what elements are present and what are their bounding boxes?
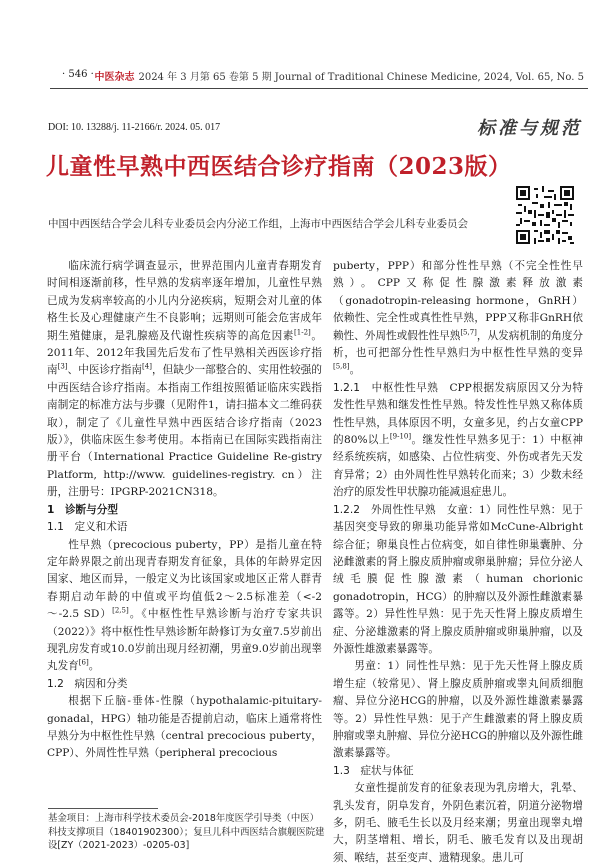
definition-paragraph: 性早熟（precocious puberty，PP）是指儿童在特定年龄界限之前出现青春期发育征象，具体的年龄界定因国家、地区而异，一般定义为比该国家或地区正常人群青春期启动年龄的中值或平均值低2～2.5标准差（<-2～-2.5 SD）[2,5]。《中枢性性早熟诊断与治疗专家共识（2022）》将中枢性性早熟诊断年龄修订为女童7.5岁前出现乳房发育或10.0岁前出现月经初潮，男童9.0岁前出现睾丸发育[6]。 bbox=[47, 538, 323, 673]
journal-issue-info: 2024 年 3 月第 65 卷第 5 期 Journal of Traditional Chinese Medicine, 2024, Vol. 65, No. 5 bbox=[138, 72, 584, 83]
heading-1-2-1: 1.2.1 中枢性性早熟 bbox=[333, 381, 439, 394]
etiology-paragraph: 根据下丘脑-垂体-性腺（hypothalamic-pituitary-gonadal，HPG）轴功能是否提前启动，临床上通常将性早熟分为中枢性性早熟（central precocious puberty，CPP）、外周性性早熟（peripheral precocious bbox=[47, 695, 322, 760]
doi: DOI: 10. 13288/j. 11-2166/r. 2024. 05. 017 bbox=[48, 122, 221, 133]
header-rule bbox=[50, 88, 588, 89]
column-left bbox=[47, 258, 322, 763]
funding-footnote: 基金项目：上海市科学技术委员会-2018年度医学引导类（中医）科技支撑项目（18401902300）；复旦儿科中西医结合旗舰医院建设[ZY（2021-2023）-0205-03] bbox=[48, 813, 325, 852]
ppp-paragraph: 1.2.2 外周性性早熟 女童：1）同性性早熟：见于基因突变导致的卵巢功能异常如McCune-Albright综合征；卵巢良性占位病变，如自律性卵巢囊肿、分泌雌激素的肾上腺皮质肿瘤或卵巢肿瘤；异位分泌人绒毛膜促性腺激素（human chorionic gonadotropin，HCG）的肿瘤以及外源性雌激素暴露等。2）异性性早熟：见于先天性肾上腺皮质增生症、分泌雄激素的肾上腺皮质肿瘤或卵巢肿瘤，以及外源性雄激素暴露等。 bbox=[333, 503, 583, 655]
paper-title: 儿童性早熟中西医结合诊疗指南（2023版） bbox=[46, 153, 512, 180]
intro-paragraph: 临床流行病学调查显示，世界范围内儿童青春期发育时间相逐渐前移，性早熟的发病率逐年增加，儿童性早熟已成为发病率较高的小儿内分泌疾病，短期会对儿童的体格生长及心理健康产生不良影响；远期则可能会危害成年期生殖健康，是乳腺癌及代谢性疾病等的高危因素[1-2]。2011年、2012年我国先后发布了性早熟相关西医诊疗指南[3]、中医诊疗指南[4]，但缺少一部整合的、实用性较强的中西医结合诊疗指南。本指南工作组按照循证临床实践指南制定的标准方法与步骤（见附件1，请扫描本文二维码获取），制定了《儿童性早熟中西医结合诊疗指南（2023版）》，供临床医生参考使用。本指南已在国际实践指南注册平台（International Practice Guideline Re-gistry Platform, http://www. guidelines-registry. cn）注册，注册号：IPGRP-2021CN318。 bbox=[47, 260, 323, 499]
qr-code-icon bbox=[516, 186, 574, 244]
section-tag: 标准与规范 bbox=[477, 118, 582, 139]
heading-1-2: 1.2 病因和分类 bbox=[47, 677, 128, 690]
heading-1-3: 1.3 症状与体征 bbox=[333, 764, 414, 777]
page-number: · 546 · bbox=[62, 69, 94, 80]
journal-name: 中医杂志 bbox=[94, 72, 135, 83]
symptoms-paragraph: 女童性提前发育的征象表现为乳房增大，乳晕、乳头发育，阴阜发育，外阴色素沉着，阴道分泌物增多，阴毛、腋毛生长以及月经来潮；男童出现睾丸增大，阴茎增粗、增长，阴毛、腋毛发育以及出现胡须、喉结，甚至变声、遗精现象。患儿可 bbox=[333, 782, 583, 864]
cpp-paragraph: 1.2.1 中枢性性早熟 CPP根据发病原因又分为特发性性早熟和继发性性早熟。特发性性早熟又称体质性性早熟，具体原因不明，女童多见，约占女童CPP的80%以上[9-10]。继发性性早熟多见于：1）中枢神经系统疾病，如感染、占位性病变、外伤或者先天发育异常；2）由外周性性早熟转化而来；3）少数未经治疗的原发性甲状腺功能减退症患儿。 bbox=[333, 381, 583, 499]
classification-paragraph: puberty，PPP）和部分性性早熟（不完全性性早熟）。CPP又称促性腺激素释放激素（gonadotropin-releasing hormone，GnRH）依赖性、完全性或真性性早熟，PPP又称非GnRH依赖性、外周性或假性性早熟[5,7]，从发病机制的角度分析，也可把部分性性早熟归为中枢性性早熟的变异[5,8]。 bbox=[333, 260, 584, 377]
heading-1: 1 诊断与分型 bbox=[47, 503, 118, 516]
journal-header bbox=[94, 68, 584, 83]
male-paragraph: 男童：1）同性性早熟：见于先天性肾上腺皮质增生症（较常见）、肾上腺皮质肿瘤或睾丸间质细胞瘤、异位分泌HCG的肿瘤，以及外源性雄激素暴露等。2）异性性早熟：见于产生雌激素的肾上腺皮质肿瘤或睾丸肿瘤、异位分泌HCG的肿瘤以及外源性雌激素暴露等。 bbox=[333, 660, 583, 760]
footnote-rule bbox=[48, 808, 158, 809]
authors: 中国中西医结合学会儿科专业委员会内分泌工作组，上海市中西医结合学会儿科专业委员会 bbox=[48, 218, 468, 230]
column-right bbox=[333, 258, 583, 867]
heading-1-2-2: 1.2.2 外周性性早熟 bbox=[333, 503, 436, 516]
heading-1-1: 1.1 定义和术语 bbox=[47, 521, 128, 534]
